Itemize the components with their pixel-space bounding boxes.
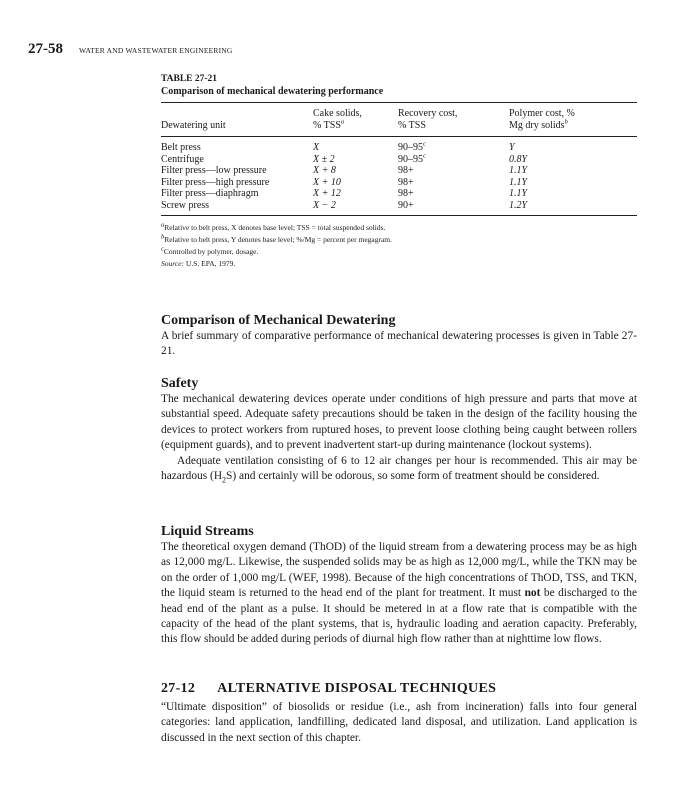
table-source: Source: U.S. EPA, 1979. [161,258,236,268]
table-body [161,137,637,215]
footnote-b: $^b$Relative to belt press, Y denotes base level; %/Mg = percent per megagram. [161,233,393,244]
paragraph: Adequate ventilation consisting of 6 to 12 air changes per hour is recommended. This air may be hazardous $(H_2S)$ and certainly will be odorous, so some form of treatment should be considered. [161,454,637,485]
table-row: Screw press X − 2 90+ 1.2Y [161,199,528,211]
paragraph: “Ultimate disposition” of biosolids or residue (i.e., ash from incineration) falls into four general categories: land application, landfilling, dedicated land disposal, and utilization. Land application is discussed in the next section of this chapter. [161,701,637,744]
section-number: 27-12 [161,681,196,696]
page-number: 27-58 [28,41,63,57]
paragraph: A brief summary of comparative performance of mechanical dewatering processes is given in Table 27-21. [161,330,637,358]
column-header-recovery-cost: Recovery cost, % TSS [398,108,458,131]
column-header-cake-solids: Cake solids, % TSS$^a$ [313,108,362,131]
table-header-row [161,103,637,136]
table-row: Filter press—low pressure X + 8 98+ 1.1Y [161,165,528,177]
chapter-section-heading [161,680,637,697]
paragraph: The theoretical oxygen demand (ThOD) of the liquid stream from a dewatering process may be as high as 12,000 mg/L. Likewise, the suspended solids may be as high as 12,000 mg/L, while the TKN may be on the order of 1,000 mg/L (WEF, 1998). Because of the high concentrations of ThOD, TSS, and TKN, the liquid steam is returned to the head end of the plant for treatment. It must not be discharged to the head end of the plant as a pulse. It should be metered in at a flow rate that is compatible with the capacity of the head of the plant systems, that is, hydraulic loading and aeration capacity. Preferably, this flow should be added during periods of diurnal high flow rather than at nighttime low flows. [161,541,637,646]
table-caption: Comparison of mechanical dewatering performance [161,86,384,97]
section-heading: Liquid Streams [161,524,254,539]
footnote-c: $^c$Controlled by polymer, dosage. [161,245,259,256]
running-header [28,40,233,58]
section-heading: Safety [161,376,199,391]
column-header-polymer-cost: Polymer cost, % Mg dry solids$^b$ [509,108,575,131]
section-safety [161,375,637,484]
section-comparison [161,312,637,360]
paragraph: The mechanical dewatering devices operate under conditions of high pressure and parts that move at substantial speed. Adequate safety precautions should be taken in the design of the facility housing the devices to protect workers from ruptured hoses, to prevent loose clothing being caught between rollers (equipment guards), and to prevent inadvertent start-up during maintenance (lockout systems). [161,393,637,452]
footnote-a: $^a$Relative to belt press, X denotes base level; TSS = total suspended solids. [161,221,386,232]
section-liquid-streams [161,523,637,648]
running-title: WATER AND WASTEWATER ENGINEERING [79,46,233,55]
section-heading: Comparison of Mechanical Dewatering [161,313,396,328]
table-row: Belt press X 90–95$^c$ Y [161,140,515,153]
table-row: Filter press—high pressure X + 10 98+ 1.1Y [161,176,528,188]
table-row: Filter press—diaphragm X + 12 98+ 1.1Y [161,188,528,200]
table-label: TABLE 27-21 [161,74,218,84]
column-header-unit: Dewatering unit [161,120,226,131]
table-27-21 [161,73,637,270]
table-footnotes [161,222,637,270]
table-row: Centrifuge X ± 2 90–95$^c$ 0.8Y [161,152,528,165]
section-title: ALTERNATIVE DISPOSAL TECHNIQUES [217,681,497,696]
section-alternative-disposal [161,680,637,746]
table-bottom-rule [161,215,637,216]
